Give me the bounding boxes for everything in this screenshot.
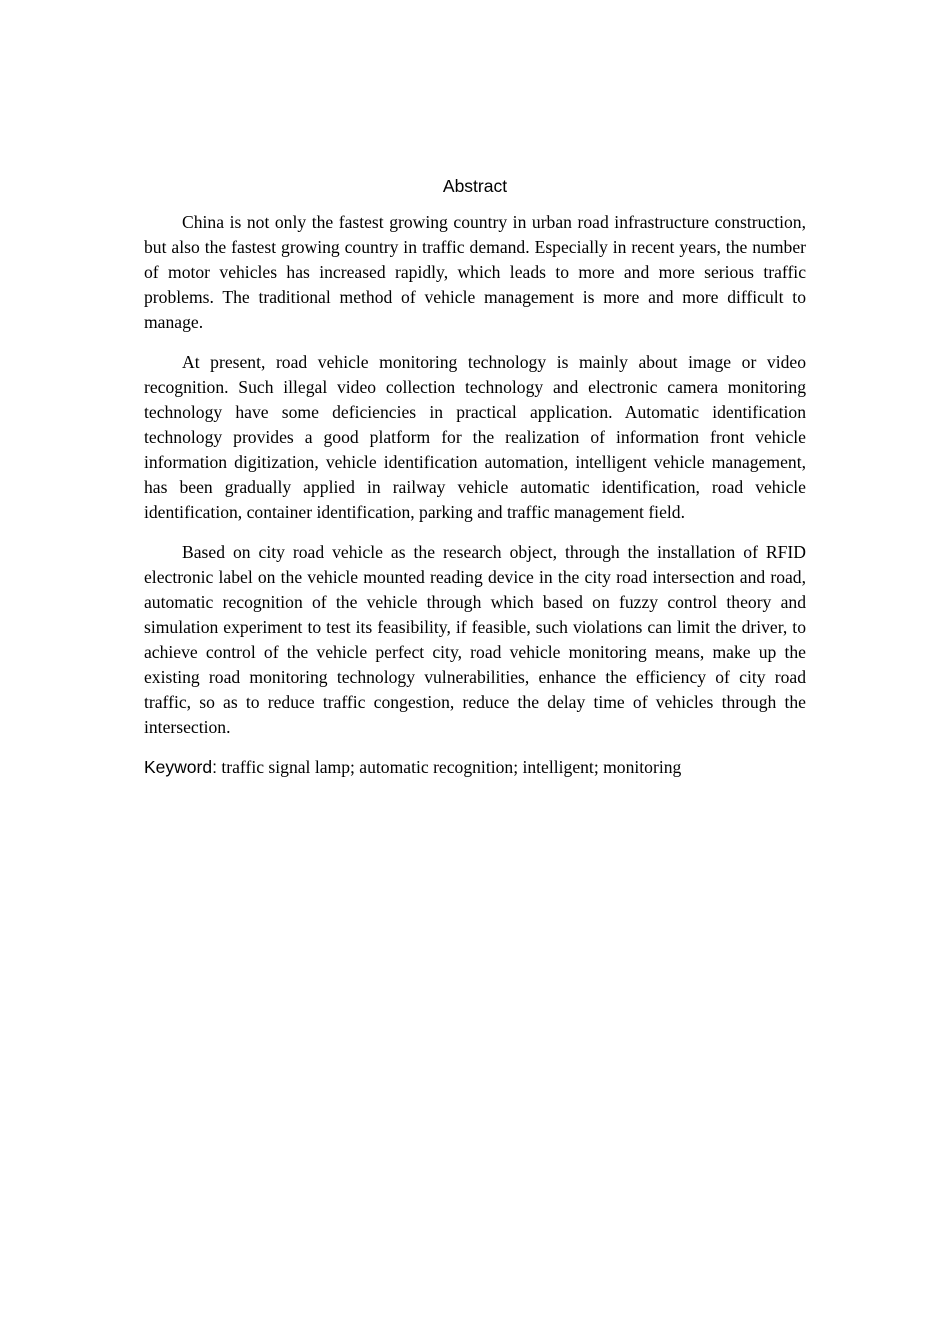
keywords-list: traffic signal lamp; automatic recognition; intelligent; monitoring (221, 757, 682, 777)
abstract-page (144, 174, 806, 780)
abstract-paragraph-2: At present, road vehicle monitoring technology is mainly about image or video recognition. Such illegal video collection technology and electronic camera monitoring technology have some deficiencies in practical application. Automatic identification technology provides a good platform for the realization of information front vehicle information digitization, vehicle identification automation, intelligent vehicle management, has been gradually applied in railway vehicle automatic identification, road vehicle identification, container identification, parking and traffic management field. (144, 352, 806, 522)
abstract-title: Abstract (442, 176, 508, 196)
keywords-line (144, 755, 806, 780)
abstract-paragraph-1: China is not only the fastest growing country in urban road infrastructure construction, but also the fastest growing country in traffic demand. Especially in recent years, the number of motor vehicles has increased rapidly, which leads to more and more serious traffic problems. The traditional method of vehicle management is more and more difficult to manage. (144, 212, 806, 332)
abstract-paragraph-3: Based on city road vehicle as the research object, through the installation of RFID electronic label on the vehicle mounted reading device in the city road intersection and road, automatic recognition of the vehicle through which based on fuzzy control theory and simulation experiment to test its feasibility, if feasible, such violations can limit the driver, to achieve control of the vehicle perfect city, road vehicle monitoring means, make up the existing road monitoring technology vulnerabilities, enhance the efficiency of city road traffic, so as to reduce traffic congestion, reduce the delay time of vehicles through the intersection. (144, 542, 806, 737)
keywords-label: Keyword: (144, 757, 217, 777)
